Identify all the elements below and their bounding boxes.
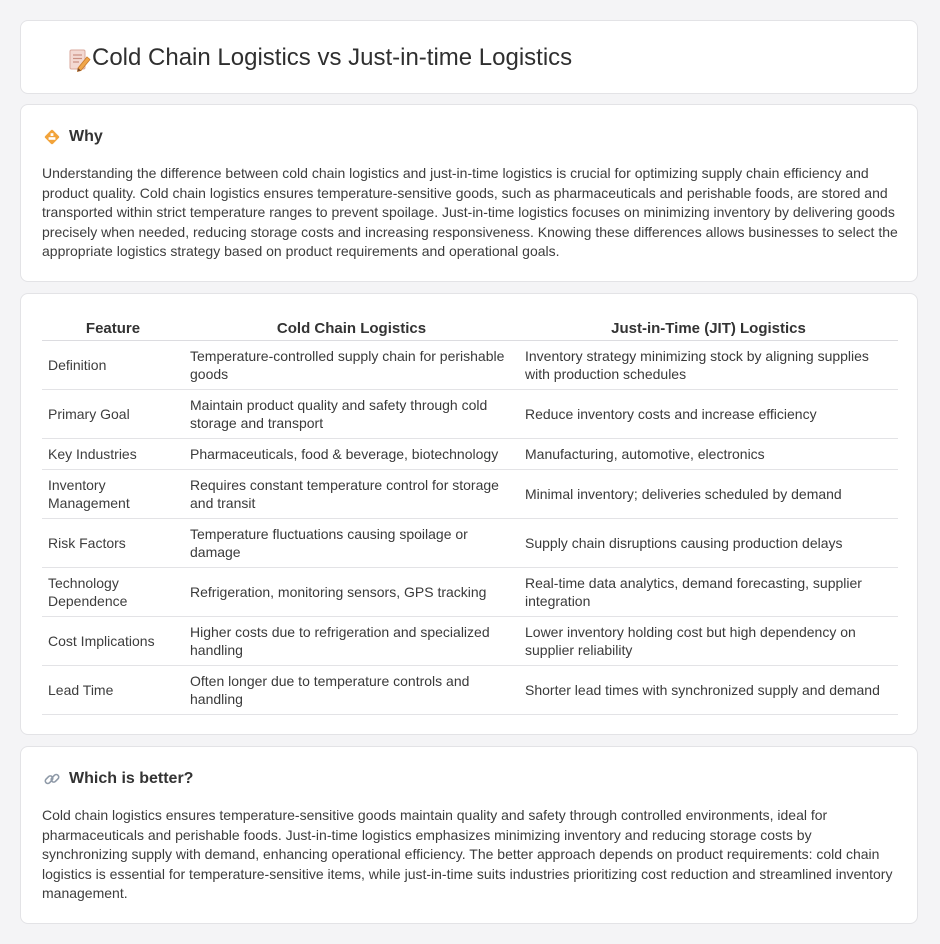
feature-cell: Lead Time <box>42 666 184 715</box>
jit-cell: Inventory strategy minimizing stock by aligning supplies with production schedules <box>519 341 898 390</box>
comparison-table <box>42 314 898 715</box>
feature-cell: Key Industries <box>42 439 184 470</box>
column-header-jit: Just-in-Time (JIT) Logistics <box>519 314 898 341</box>
diamond-warning-icon <box>43 128 61 146</box>
why-heading: Why <box>69 128 103 145</box>
table-row <box>42 617 898 666</box>
which-is-better-section <box>20 746 918 924</box>
table-header-row <box>42 314 898 341</box>
jit-cell: Minimal inventory; deliveries scheduled by demand <box>519 470 898 519</box>
jit-cell: Real-time data analytics, demand forecasting, supplier integration <box>519 568 898 617</box>
feature-cell: Cost Implications <box>42 617 184 666</box>
better-heading: Which is better? <box>69 770 194 787</box>
table-row <box>42 519 898 568</box>
cold-chain-cell: Temperature-controlled supply chain for perishable goods <box>184 341 519 390</box>
feature-cell: Definition <box>42 341 184 390</box>
table-row <box>42 341 898 390</box>
why-heading-row <box>43 127 103 147</box>
jit-cell: Manufacturing, automotive, electronics <box>519 439 898 470</box>
cold-chain-cell: Temperature fluctuations causing spoilage or damage <box>184 519 519 568</box>
jit-cell: Shorter lead times with synchronized supply and demand <box>519 666 898 715</box>
link-icon <box>43 770 61 788</box>
why-section <box>20 104 918 282</box>
table-row <box>42 568 898 617</box>
jit-cell: Reduce inventory costs and increase efficiency <box>519 390 898 439</box>
why-text: Understanding the difference between cold chain logistics and just-in-time logistics is crucial for optimizing supply chain efficiency and product quality. Cold chain logistics ensures temperature-sensitive goods, such as pharmaceuticals and perishable foods, are stored and transported within strict temperature ranges to prevent spoilage. Just-in-time logistics focuses on minimizing inventory by delivering goods precisely when needed, reducing storage costs and increasing responsiveness. Knowing these differences allows businesses to select the appropriate logistics strategy based on product requirements and operational goals. <box>42 165 898 260</box>
feature-cell: Primary Goal <box>42 390 184 439</box>
jit-cell: Lower inventory holding cost but high dependency on supplier reliability <box>519 617 898 666</box>
feature-cell: Risk Factors <box>42 519 184 568</box>
jit-cell: Supply chain disruptions causing production delays <box>519 519 898 568</box>
document-pencil-icon <box>65 46 93 74</box>
page-title: Cold Chain Logistics vs Just-in-time Logistics <box>92 44 573 71</box>
cold-chain-cell: Often longer due to temperature controls and handling <box>184 666 519 715</box>
feature-cell: Inventory Management <box>42 470 184 519</box>
table-row <box>42 390 898 439</box>
cold-chain-cell: Requires constant temperature control for storage and transit <box>184 470 519 519</box>
title-card <box>20 20 918 94</box>
cold-chain-cell: Refrigeration, monitoring sensors, GPS tracking <box>184 568 519 617</box>
better-heading-row <box>43 769 193 789</box>
cold-chain-cell: Maintain product quality and safety through cold storage and transport <box>184 390 519 439</box>
comparison-section <box>20 293 918 735</box>
better-text: Cold chain logistics ensures temperature-sensitive goods maintain quality and safety through controlled environments, ideal for pharmaceuticals and perishable foods. Just-in-time logistics emphasizes minimizing inventory and reducing storage costs by synchronizing supply with demand, enhancing operational efficiency. The better approach depends on product requirements: cold chain logistics is essential for temperature-sensitive items, while just-in-time suits industries prioritizing cost reduction and streamlined inventory management. <box>42 807 893 902</box>
table-row <box>42 666 898 715</box>
column-header-cold-chain: Cold Chain Logistics <box>184 314 519 341</box>
cold-chain-cell: Pharmaceuticals, food & beverage, biotechnology <box>184 439 519 470</box>
column-header-feature: Feature <box>42 314 184 341</box>
cold-chain-cell: Higher costs due to refrigeration and specialized handling <box>184 617 519 666</box>
feature-cell: Technology Dependence <box>42 568 184 617</box>
table-row <box>42 439 898 470</box>
table-row <box>42 470 898 519</box>
